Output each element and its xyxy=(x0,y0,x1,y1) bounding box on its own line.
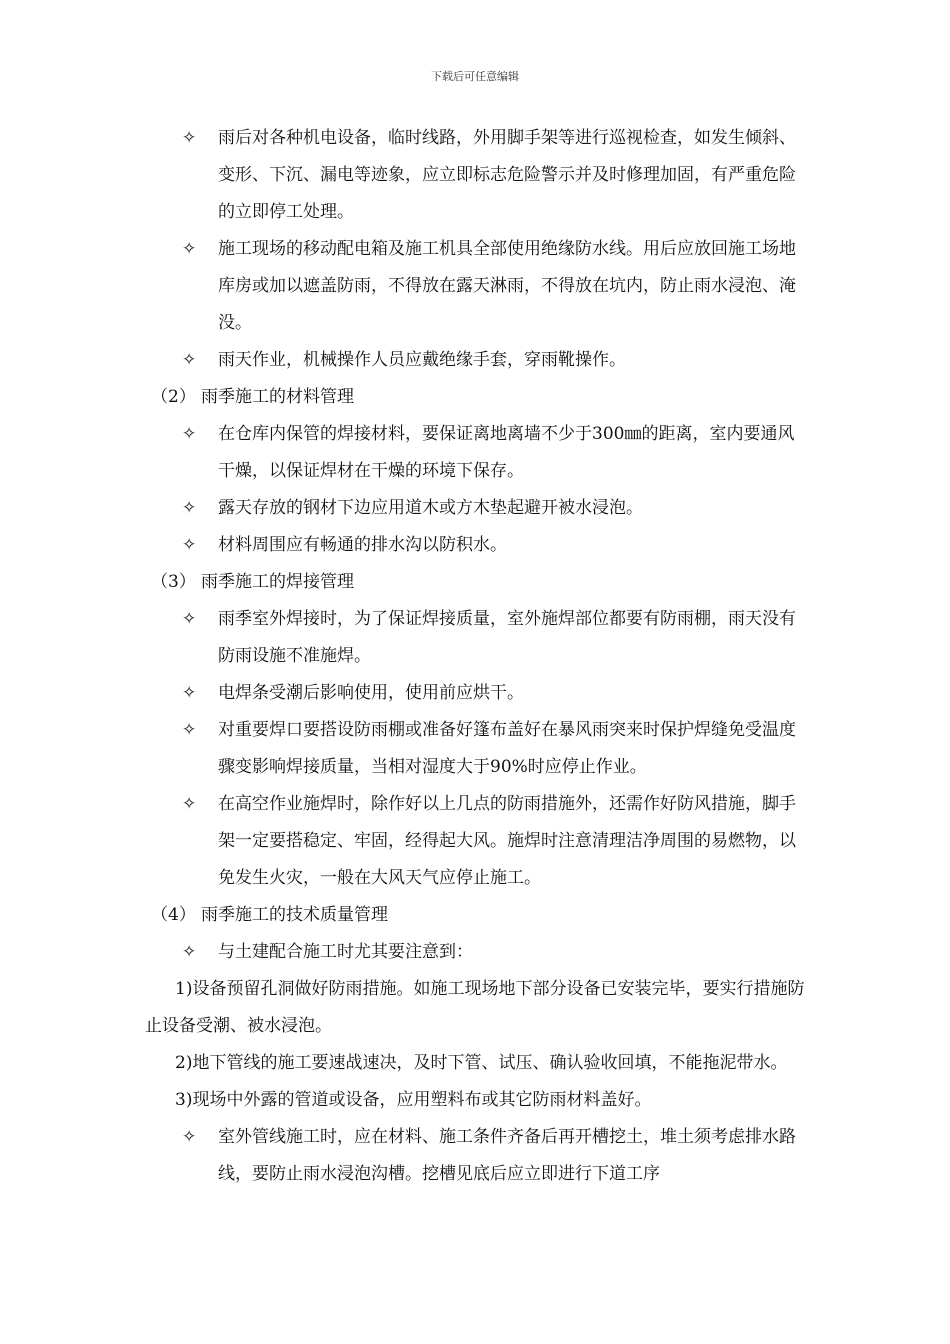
diamond-bullet-icon: ✧ xyxy=(182,128,197,148)
diamond-bullet-icon: ✧ xyxy=(182,794,197,814)
bullet-item xyxy=(145,1119,805,1193)
bullet-text: 材料周围应有畅通的排水沟以防积水。 xyxy=(218,535,507,555)
section-heading-4 xyxy=(145,897,805,934)
numbered-paragraph-2: 2)地下管线的施工要速战速决，及时下管、试压、确认验收回填，不能拖泥带水。 xyxy=(175,1053,788,1073)
numbered-paragraph-1: 1)设备预留孔洞做好防雨措施。如施工现场地下部分设备已安装完毕，要实行措施防止设备受潮、被水浸泡。 xyxy=(145,979,805,1036)
section-title: 雨季施工的焊接管理 xyxy=(201,572,354,592)
section-number: （2） xyxy=(151,387,196,407)
bullet-item xyxy=(145,934,805,971)
bullet-item xyxy=(145,527,805,564)
diamond-bullet-icon: ✧ xyxy=(182,498,197,518)
document-body xyxy=(145,120,805,1193)
bullet-text: 雨天作业，机械操作人员应戴绝缘手套，穿雨靴操作。 xyxy=(218,350,626,370)
section-heading-3 xyxy=(145,564,805,601)
diamond-bullet-icon: ✧ xyxy=(182,609,197,629)
diamond-bullet-icon: ✧ xyxy=(182,1127,197,1147)
section-number: （3） xyxy=(151,572,196,592)
diamond-bullet-icon: ✧ xyxy=(182,350,197,370)
section-title: 雨季施工的材料管理 xyxy=(201,387,354,407)
diamond-bullet-icon: ✧ xyxy=(182,424,197,444)
bullet-text: 对重要焊口要搭设防雨棚或准备好篷布盖好在暴风雨突来时保护焊缝免受温度骤变影响焊接质量，当相对湿度大于90%时应停止作业。 xyxy=(218,720,796,777)
bullet-text: 室外管线施工时，应在材料、施工条件齐备后再开槽挖土，堆土须考虑排水路线，要防止雨水浸泡沟槽。挖槽见底后应立即进行下道工序 xyxy=(218,1127,796,1184)
bullet-text: 电焊条受潮后影响使用，使用前应烘干。 xyxy=(218,683,524,703)
section-number: （4） xyxy=(151,905,196,925)
bullet-item xyxy=(145,601,805,675)
bullet-item xyxy=(145,231,805,342)
section-heading-2 xyxy=(145,379,805,416)
bullet-item xyxy=(145,416,805,490)
bullet-item xyxy=(145,786,805,897)
bullet-text: 露天存放的钢材下边应用道木或方木垫起避开被水浸泡。 xyxy=(218,498,643,518)
bullet-item xyxy=(145,675,805,712)
section-title: 雨季施工的技术质量管理 xyxy=(201,905,388,925)
bullet-text: 在高空作业施焊时，除作好以上几点的防雨措施外，还需作好防风措施，脚手架一定要搭稳定、牢固，经得起大风。施焊时注意清理洁净周围的易燃物，以免发生火灾，一般在大风天气应停止施工。 xyxy=(218,794,796,888)
bullet-text: 在仓库内保管的焊接材料，要保证离地离墙不少于300㎜的距离，室内要通风干燥，以保证焊材在干燥的环境下保存。 xyxy=(218,424,795,481)
bullet-text: 施工现场的移动配电箱及施工机具全部使用绝缘防水线。用后应放回施工场地库房或加以遮盖防雨，不得放在露天淋雨，不得放在坑内，防止雨水浸泡、淹没。 xyxy=(218,239,796,333)
diamond-bullet-icon: ✧ xyxy=(182,683,197,703)
bullet-item xyxy=(145,120,805,231)
bullet-item xyxy=(145,342,805,379)
numbered-paragraph-3: 3)现场中外露的管道或设备，应用塑料布或其它防雨材料盖好。 xyxy=(175,1090,652,1110)
bullet-text: 雨后对各种机电设备，临时线路，外用脚手架等进行巡视检查，如发生倾斜、变形、下沉、漏电等迹象，应立即标志危险警示并及时修理加固，有严重危险的立即停工处理。 xyxy=(218,128,796,222)
diamond-bullet-icon: ✧ xyxy=(182,239,197,259)
page-header: 下载后可任意编辑 xyxy=(431,70,519,83)
bullet-text: 雨季室外焊接时，为了保证焊接质量，室外施焊部位都要有防雨棚，雨天没有防雨设施不准施焊。 xyxy=(218,609,796,666)
diamond-bullet-icon: ✧ xyxy=(182,942,197,962)
bullet-item xyxy=(145,712,805,786)
bullet-item xyxy=(145,490,805,527)
bullet-text: 与土建配合施工时尤其要注意到： xyxy=(218,942,473,962)
diamond-bullet-icon: ✧ xyxy=(182,720,197,740)
diamond-bullet-icon: ✧ xyxy=(182,535,197,555)
